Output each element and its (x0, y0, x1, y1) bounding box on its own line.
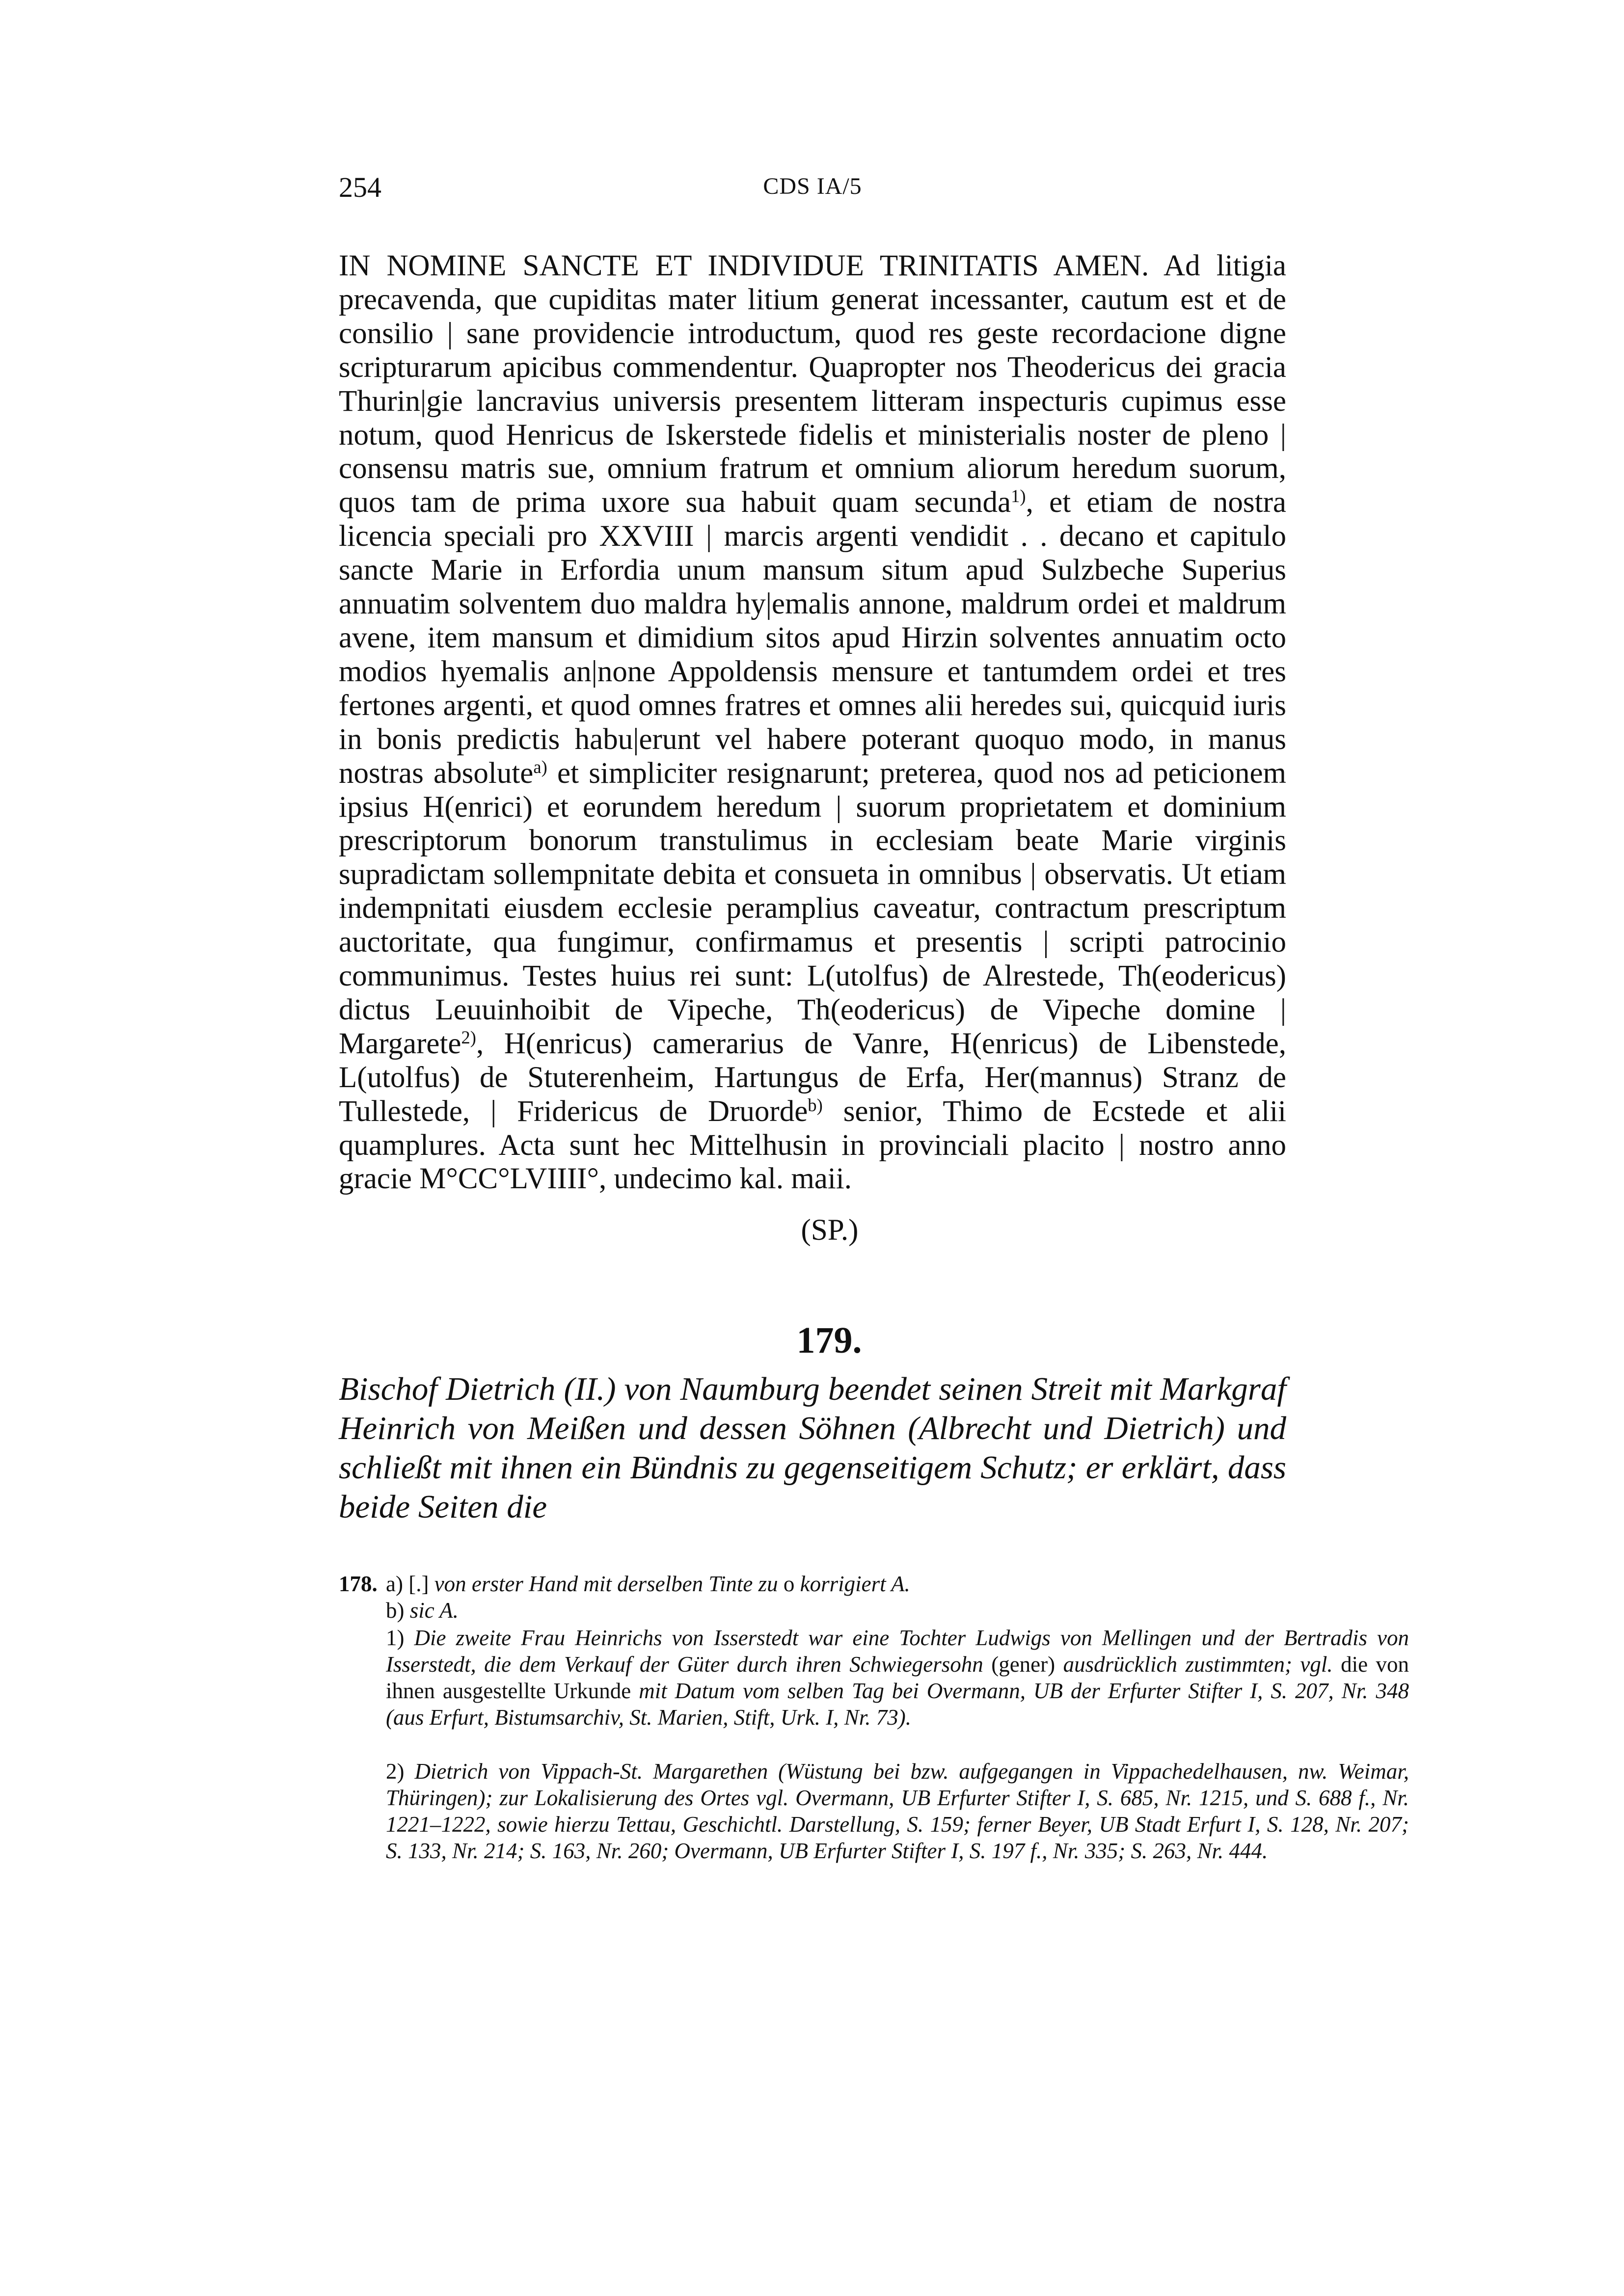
charter-text-part: , H(enricus) camerarius de Vanre, H(enricus) de Libenstede, L(utolfus) de Stuterenheim, Hartungus de Erfa, Her(mannus) Stranz de Tullestede, | Fridericus de Druorde (339, 1027, 1286, 1128)
charter-text-part: , et etiam de nostra licencia speciali pro XXVIII | marcis argenti vendidit . . decano et capitulo sancte Marie in Erfordia unum mansum situm apud Sulzbeche Superius annuatim solventem duo maldra hy|emalis annone, maldrum ordei et maldrum avene, item mansum et dimidium sitos apud Hirzin solventes annuatim octo modios hyemalis an|none Appoldensis mensure et tantumdem ordei et tres fertones argenti, et quod omnes fratres et omnes alii heredes sui, quicquid iuris in bonis predictis habu|erunt vel habere poterant quoquo modo, in manus nostras absolute (339, 486, 1286, 790)
footnote-text: korrigiert A. (794, 1572, 910, 1596)
page-header (339, 171, 1286, 205)
footnote-text: mit Datum vom selben Tag bei Overmann, UB der Erfurter Stifter I, S. 207, Nr. 348 (aus Erfurt, Bistumsarchiv, St. Marien, Stift, Urk. I, Nr. 73). (386, 1679, 1409, 1730)
footnote-text: ausdrücklich zustimmten; vgl. (1063, 1652, 1333, 1677)
running-head: CDS IA/5 (763, 173, 862, 199)
regest-summary: Bischof Dietrich (II.) von Naumburg beendet seinen Streit mit Markgraf Heinrich von Meißen und dessen Söhnen (Albrecht und Dietrich) und schließt mit ihnen ein Bündnis zu gegenseitigem Schutz; er erklärt, dass beide Seiten die (339, 1371, 1286, 1525)
charter-text (339, 249, 1286, 1196)
footnote-label: 2) (386, 1759, 415, 1784)
footnotes-document-number: 178. (339, 1572, 378, 1596)
charter-text-part: et simpliciter resignarunt; preterea, quod nos ad peticionem ipsius H(enrici) et eorundem heredum | suorum proprietatem et dominium prescriptorum bonorum transtulimus in ecclesiam beate Marie virginis supradictam sollempnitate debita et consueta in omnibus | observatis. Ut etiam indempnitati eiusdem ecclesie peramplius caveatur, contractum prescriptum auctoritate, qua fungimur, confirmamus et presentis | scripti patrocinio communimus. Testes huius rei sunt: L(utolfus) de Alrestede, Th(eodericus) dictus Leuuinhoibit de Vipeche, Th(eodericus) de Vipeche domine | Margarete (339, 756, 1286, 1060)
footnote-1 (386, 1625, 1409, 1731)
footnote-b (386, 1597, 1409, 1624)
footnote-text: Dietrich von Vippach-St. Margarethen (Wüstung bei bzw. aufgegangen in Vippachedelhausen, nw. Weimar, Thüringen); zur Lokalisierung des Ortes vgl. Overmann, UB Erfurter Stifter I, S. 685, Nr. 1215, und S. 688 f., Nr. 1221–1222, sowie hierzu Tettau, Geschichtl. Darstellung, S. 159; ferner Beyer, UB Stadt Erfurt I, S. 128, Nr. 207; S. 133, Nr. 214; S. 163, Nr. 260; Overmann, UB Erfurter Stifter I, S. 197 f., Nr. 335; S. 263, Nr. 444. (386, 1759, 1409, 1863)
footnote-mark-b: b) (808, 1095, 823, 1115)
document-number: 179. (796, 1320, 862, 1361)
footnote-text: die von ihnen ausgestellte Urkunde (386, 1652, 1409, 1703)
footnote-2 (386, 1758, 1409, 1864)
charter-invocation: IN NOMINE SANCTE ET INDIVIDUE TRINITATIS AMEN. (339, 249, 1149, 282)
page-number: 254 (339, 171, 381, 203)
footnote-text: sic A. (409, 1598, 459, 1623)
charter-text-part: Ad litigia precavenda, que cupiditas mater litium generat incessanter, cautum est et de consilio | sane providencie introductum, quod res geste recordacione digne scripturarum apicibus commendentur. Quapropter nos Theodericus dei gracia Thurin|gie lancravius universis presentem litteram inspecturis cupimus esse notum, quod Henricus de Iskerstede fidelis et ministerialis noster de pleno | consensu matris sue, omnium fratrum et omnium aliorum heredum suorum, quos tam de prima uxore sua habuit quam secunda (339, 249, 1287, 519)
seal-note: (SP.) (801, 1214, 859, 1247)
footnote-label: a) [.] (386, 1572, 434, 1596)
footnote-text: von erster Hand mit derselben Tinte zu (434, 1572, 784, 1596)
footnote-text: Die zweite Frau Heinrichs von Isserstedt war eine Tochter Ludwigs von Mellingen und der Bertradis von Isserstedt, die dem Verkauf der Güter durch ihren Schwiegersohn (386, 1626, 1409, 1677)
footnote-mark-a: a) (533, 756, 547, 777)
footnote-text: (gener) (983, 1652, 1063, 1677)
charter-text-part: senior, Thimo de Ecstede et alii quamplures. Acta sunt hec Mittelhusin in provinciali placito | nostro anno gracie M°CC°LVIIII°, undecimo kal. maii. (339, 1095, 1286, 1196)
footnote-a (386, 1571, 1409, 1597)
footnote-mark-2: 2) (461, 1027, 476, 1047)
footnote-mark-1: 1) (1011, 486, 1026, 507)
footnote-letter: o (783, 1572, 795, 1596)
footnote-label: 1) (386, 1626, 414, 1650)
footnote-label: b) (386, 1598, 410, 1623)
